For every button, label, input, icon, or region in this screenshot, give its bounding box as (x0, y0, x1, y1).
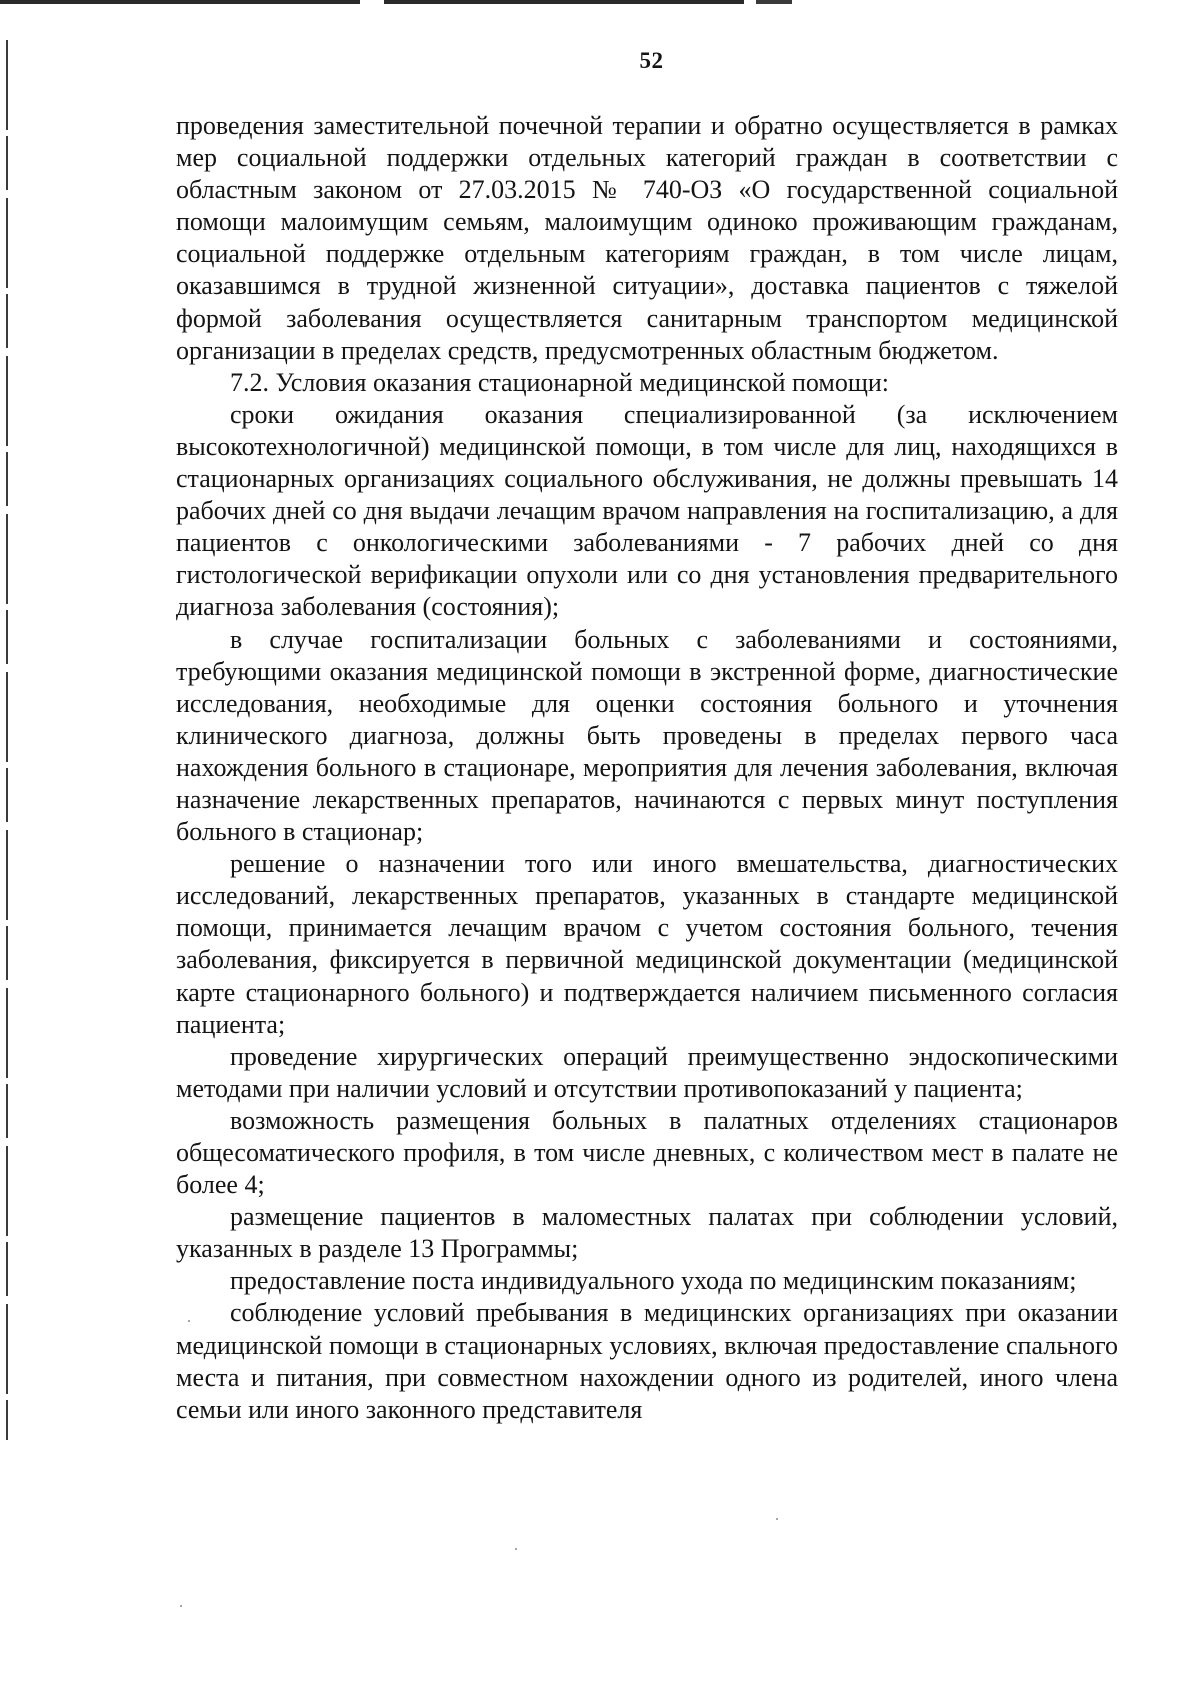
paragraph-intervention-decision: решение о назначении того или иного вмешательства, диагностических исследований, лекарственных препаратов, указанных в стандарте медицинской помощи, принимается лечащим врачом с учетом состояния больного, течения заболевания, фиксируется в первичной медицинской документации (медицинской карте стационарного больного) и подтверждается наличием письменного согласия пациента; (176, 849, 1118, 1039)
scan-speck (515, 1548, 517, 1550)
paragraph-emergency-hospitalization: в случае госпитализации больных с заболеваниями и состояниями, требующими оказания медицинской помощи в экстренной форме, диагностические исследования, необходимые для оценки состояния больного и уточнения клинического диагноза, должны быть проведены в пределах первого часа нахождения больного в стационаре, мероприятия для лечения заболевания, включая назначение лекарственных препаратов, начинаются с первых минут поступления больного в стационар; (176, 624, 1118, 847)
paragraph-individual-care: предоставление поста индивидуального ухода по медицинским показаниям; (230, 1266, 1077, 1296)
scan-speck (180, 1605, 182, 1607)
scan-speck (188, 1320, 190, 1322)
scan-edge-left (6, 40, 8, 1440)
paragraph-continuation: проведения заместительной почечной терапии и обратно осуществляется в рамках мер социальной поддержки отдельных категорий граждан в соответствии с областным законом от 27.03.2015 № 740-ОЗ «О государственной социальной помощи малоимущим семьям, малоимущим одиноко проживающим гражданам, социальной поддержке отдельным категориям граждан, в том числе лицам, оказавшимся в трудной жизненной ситуации», доставка пациентов с тяжелой формой заболевания осуществляется санитарным транспортом медицинской организации в пределах средств, предусмотренных областным бюджетом. (176, 111, 1118, 365)
scan-edge-top (0, 0, 1200, 4)
paragraph-accompanying-parent: соблюдение условий пребывания в медицинских организациях при оказании медицинской помощи в стационарных условиях, включая предоставление спального места и питания, при совместном нахождении одного из родителей, иного члена семьи или иного законного представителя (176, 1298, 1118, 1424)
scan-speck (776, 1518, 778, 1520)
document-body (176, 110, 1118, 1426)
paragraph-endoscopic-surgery: проведение хирургических операций преимущественно эндоскопическими методами при наличии условий и отсутствии противопоказаний у пациента; (176, 1041, 1118, 1103)
section-heading-7-2: 7.2. Условия оказания стационарной медицинской помощи: (230, 367, 890, 397)
paragraph-ward-placement: возможность размещения больных в палатных отделениях стационаров общесоматического профиля, в том числе дневных, с количеством мест в палате не более 4; (176, 1105, 1118, 1200)
paragraph-waiting-terms: сроки ожидания оказания специализированной (за исключением высокотехнологичной) медицинской помощи, в том числе для лиц, находящихся в стационарных организациях социального обслуживания, не должны превышать 14 рабочих дней со дня выдачи лечащим врачом направления на госпитализацию, а для пациентов с онкологическими заболеваниями - 7 рабочих дней со дня гистологической верификации опухоли или со дня установления предварительного диагноза заболевания (состояния); (176, 399, 1118, 622)
paragraph-small-wards: размещение пациентов в маломестных палатах при соблюдении условий, указанных в разделе 13 Программы; (176, 1202, 1118, 1264)
page-number: 52 (639, 48, 664, 73)
